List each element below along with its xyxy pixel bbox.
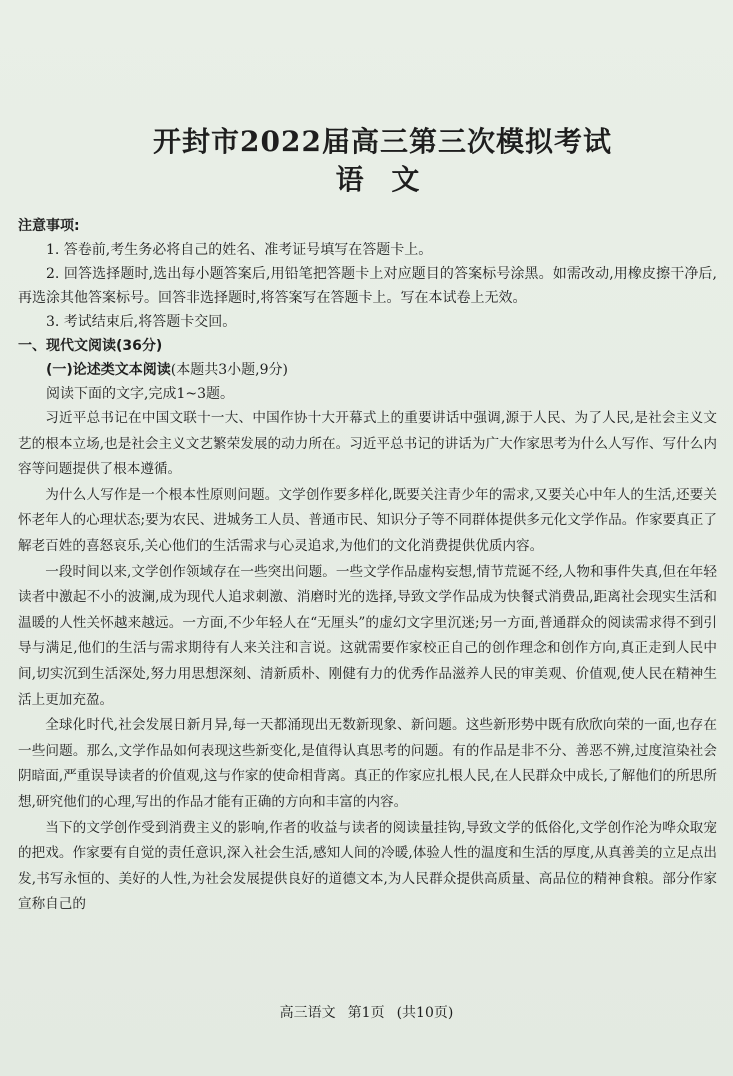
- page-footer: [0, 1002, 733, 1024]
- notice-item-1: 1. 答卷前,考生务必将自己的姓名、准考证号填写在答题卡上。: [46, 242, 433, 258]
- reading-instruction: 阅读下面的文字,完成1~3题。: [46, 386, 234, 402]
- passage-paragraph-5: 当下的文学创作受到消费主义的影响,作者的收益与读者的阅读量挂钩,导致文学的低俗化,文学创作沦为哗众取宠的把戏。作家要有自觉的责任意识,深入社会生活,感知人间的冷暖,体验人性的温度和生活的厚度,从真善美的立足点出发,书写永恒的、美好的人性,为社会发展提供良好的道德文本,为人民群众提供高质量、高品位的精神食粮。部分作家宣称自己的: [18, 819, 717, 913]
- notice-heading: 注意事项:: [18, 218, 80, 234]
- subsection-heading: [18, 358, 717, 382]
- subsection-note: (本题共3小题,9分): [170, 362, 288, 378]
- passage-paragraph-4: 全球化时代,社会发展日新月异,每一天都涌现出无数新现象、新问题。这些新形势中既有欣欣向荣的一面,也存在一些问题。那么,文学作品如何表现这些新变化,是值得认真思考的问题。有的作品是非不分、善恶不辨,过度渲染社会阴暗面,严重误导读者的价值观,这与作家的使命相背离。真正的作家应扎根人民,在人民群众中成长,了解他们的所思所想,研究他们的心理,写出的作品才能有正确的方向和丰富的内容。: [18, 717, 717, 810]
- notice-item-2: 2. 回答选择题时,选出每小题答案后,用铅笔把答题卡上对应题目的答案标号涂黑。如需改动,用橡皮擦干净后,再选涂其他答案标号。回答非选择题时,将答案写在答题卡上。写在本试卷上无效。: [18, 266, 717, 306]
- passage-paragraph-3: 一段时间以来,文学创作领域存在一些突出问题。一些文学作品虚构妄想,情节荒诞不经,人物和事件失真,但在年轻读者中激起不小的波澜,成为现代人追求刺激、消磨时光的选择,导致文学作品成为快餐式消费品,距离社会现实生活和温暖的人性关怀越来越远。一方面,不少年轻人在“无厘头”的虚幻文字里沉迷;另一方面,普通群众的阅读需求得不到引导与满足,他们的生活与需求期待有人来关注和言说。这就需要作家校正自己的创作理念和创作方向,真正走到人民中间,切实沉到生活深处,努力用思想深刻、清新质朴、刚健有力的优秀作品滋养人民的审美观、价值观,使人民在精神生活上更加充盈。: [18, 563, 717, 708]
- section-heading: 一、现代文阅读(36分): [18, 338, 163, 354]
- footer-page-number: 第1页: [347, 1005, 385, 1021]
- passage-paragraph-2: 为什么人写作是一个根本性原则问题。文学创作要多样化,既要关注青少年的需求,又要关心中年人的生活,还要关怀老年人的心理状态;要为农民、进城务工人员、普通市民、知识分子等不同群体提供多元化文学作品。作家要真正了解老百姓的喜怒哀乐,关心他们的生活需求与心灵追求,为他们的文化消费提供优质内容。: [18, 486, 717, 554]
- passage: [18, 406, 717, 918]
- footer-total-pages: (共10页): [396, 1005, 454, 1021]
- exam-subject: 语 文: [335, 163, 420, 196]
- notice-item-3: 3. 考试结束后,将答题卡交回。: [46, 314, 237, 330]
- footer-subject: 高三语文: [279, 1005, 336, 1021]
- passage-paragraph-1: 习近平总书记在中国文联十一大、中国作协十大开幕式上的重要讲话中强调,源于人民、为了人民,是社会主义文艺的根本立场,也是社会主义文艺繁荣发展的动力所在。习近平总书记的讲话为广大作家思考为什么人写作、写什么内容等问题提供了根本遵循。: [18, 410, 717, 478]
- exam-title: 开封市2022届高三第三次模拟考试: [153, 125, 612, 158]
- subsection-title: (一)论述类文本阅读: [46, 362, 171, 378]
